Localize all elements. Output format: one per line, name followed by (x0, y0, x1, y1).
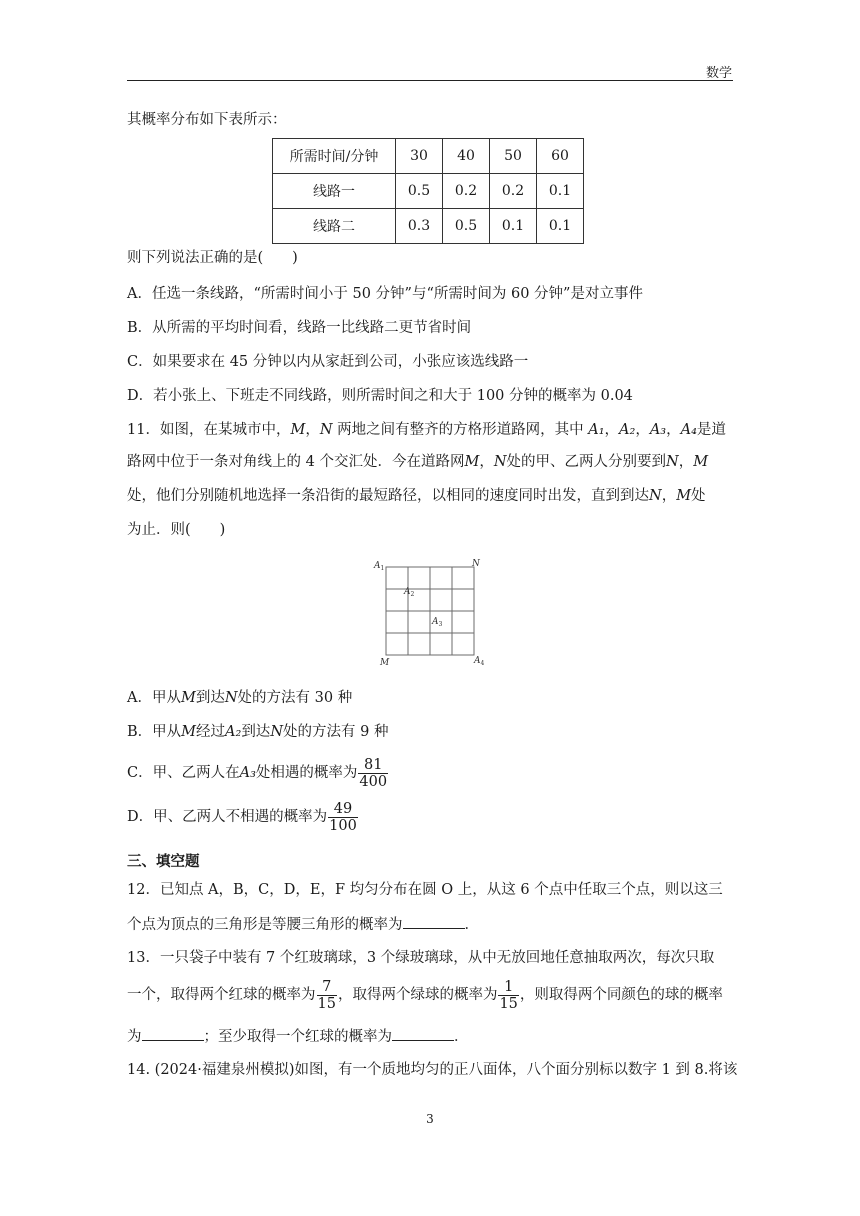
q11-option-d (127, 800, 733, 834)
q11-text: C．甲、乙两人在 (127, 765, 240, 781)
page-number: 3 (426, 1112, 434, 1126)
fraction (328, 801, 358, 834)
section-heading: 三、填空题 (127, 854, 200, 870)
q12-line-1: 12．已知点 A，B，C，D，E，F 均匀分布在圆 O 上，从这 6 个点中任取三个点，则以这三 (127, 882, 723, 898)
table-cell: 50 (490, 139, 537, 174)
var-n: N (319, 422, 333, 438)
q12-text: 个点为顶点的三角形是等腰三角形的概率为 (127, 917, 403, 933)
q13-text: 为 (127, 1029, 142, 1045)
table-row (273, 174, 584, 209)
var-n: N (493, 454, 507, 470)
table-cell: 30 (396, 139, 443, 174)
q11-text: 两地之间有整齐的方格形道路网，其中 (337, 422, 584, 438)
label-a2: $A_2$ (404, 587, 415, 598)
q11-line-3: 处，他们分别随机地选择一条沿街的最短路径，以相同的速度同时出发，直到到达N，M处 (127, 488, 706, 504)
var-n: N (649, 488, 662, 504)
q13-text: ，取得两个绿球的概率为 (337, 987, 498, 1003)
var-a4: A₄ (680, 422, 697, 438)
road-grid-figure (368, 555, 488, 671)
table-header-row (273, 139, 584, 174)
var-m: M (676, 488, 692, 504)
q13-text: ． (454, 1029, 469, 1045)
q11-text: 是道 (696, 422, 726, 438)
var-a1: A₁ (588, 422, 605, 438)
table-cell: 0.1 (537, 174, 584, 209)
header-rule (127, 80, 733, 81)
var-a2: A₂ (225, 724, 242, 740)
q11-text: 11．如图，在某城市中， (127, 422, 291, 438)
fraction-numerator: 81 (358, 757, 388, 774)
q10-option-d: D．若小张上、下班走不同线路，则所需时间之和大于 100 分钟的概率为 0.04 (127, 388, 633, 404)
q11-text: 处的方法有 9 种 (283, 724, 389, 740)
q13-text: ，则取得两个同颜色的球的概率 (519, 987, 723, 1003)
q10-option-b: B．从所需的平均时间看，线路一比线路二更节省时间 (127, 320, 472, 336)
table-cell: 40 (443, 139, 490, 174)
q10-stem: 则下列说法正确的是( ) (127, 250, 298, 266)
q11-text: D．甲、乙两人不相遇的概率为 (127, 809, 328, 825)
q12-line-2 (127, 914, 733, 935)
answer-blank[interactable] (392, 1026, 454, 1041)
var-m: M (693, 454, 709, 470)
q13-line-3 (127, 1026, 733, 1047)
label-m: M (380, 658, 390, 668)
q11-text: 处，他们分别随机地选择一条沿街的最短路径，以相同的速度同时出发，直到到达 (127, 488, 649, 504)
q11-text: B．甲从 (127, 724, 182, 740)
q11-text: 路网中位于一条对角线上的 4 个交汇处．今在道路网 (127, 454, 465, 470)
q13-line-2 (127, 976, 733, 1014)
answer-blank[interactable] (403, 914, 465, 929)
q11-line-1: 11．如图，在某城市中，M，N 两地之间有整齐的方格形道路网，其中 A₁，A₂，A₃，A₄是道 (127, 422, 726, 438)
fraction-numerator: 49 (328, 801, 358, 818)
fraction (498, 979, 518, 1012)
q10-option-c: C．如果要求在 45 分钟以内从家赶到公司，小张应该选线路一 (127, 354, 529, 370)
var-m: M (464, 454, 480, 470)
label-a1: $A_1$ (374, 561, 385, 572)
label-n: N (472, 559, 480, 569)
table-cell: 0.3 (396, 209, 443, 244)
q11-line-2: 路网中位于一条对角线上的 4 个交汇处．今在道路网M，N处的甲、乙两人分别要到N，M (127, 454, 709, 470)
q11-text: 处的方法有 30 种 (237, 690, 353, 706)
table-cell: 60 (537, 139, 584, 174)
var-a3: A₃ (649, 422, 667, 438)
q11-text: A．甲从 (127, 690, 181, 706)
fraction (358, 757, 388, 790)
header-subject: 数学 (705, 66, 732, 81)
table-cell: 0.5 (443, 209, 490, 244)
var-m: M (290, 422, 306, 438)
var-n: N (666, 454, 679, 470)
var-m: M (181, 724, 197, 740)
q11-text: 经过 (196, 724, 226, 740)
var-m: M (180, 690, 196, 706)
q13-text: ；至少取得一个红球的概率为 (203, 1029, 392, 1045)
fraction (317, 979, 337, 1012)
var-n: N (270, 724, 283, 740)
answer-blank[interactable] (142, 1026, 204, 1041)
q11-option-b (127, 722, 733, 742)
q11-text: 处 (691, 488, 706, 504)
q11-line-4: 为止．则( ) (127, 522, 226, 538)
fraction-denominator: 400 (359, 773, 388, 790)
intro-text: 其概率分布如下表所示： (127, 112, 287, 128)
q14-line-1: 14. (2024·福建泉州模拟)如图，有一个质地均匀的正八面体，八个面分别标以数字 1 到 8.将该 (127, 1062, 738, 1078)
var-a2: A₂ (619, 422, 636, 438)
q11-text: 到达 (241, 724, 271, 740)
table-cell: 线路二 (273, 209, 396, 244)
table-row (273, 209, 584, 244)
q11-option-a (127, 688, 733, 708)
fraction-denominator: 100 (329, 817, 357, 834)
q11-text: 处的甲、乙两人分别要到 (506, 454, 666, 470)
table-cell: 所需时间/分钟 (273, 139, 396, 174)
probability-table (272, 138, 584, 244)
fraction-denominator: 15 (317, 995, 336, 1012)
q13-line-1: 13．一只袋子中装有 7 个红玻璃球，3 个绿玻璃球，从中无放回地任意抽取两次，每次只取 (127, 950, 715, 966)
q11-option-c (127, 756, 733, 790)
table-cell: 0.5 (396, 174, 443, 209)
var-n: N (224, 690, 238, 706)
q12-text: ． (464, 917, 479, 933)
label-a3: $A_3$ (432, 617, 443, 628)
fraction-numerator: 1 (498, 979, 518, 996)
q13-text: 一个，取得两个红球的概率为 (127, 987, 316, 1003)
q11-text: 到达 (195, 690, 225, 706)
q10-option-a: A．任选一条线路，“所需时间小于 50 分钟”与“所需时间为 60 分钟”是对立事件 (127, 286, 643, 302)
label-a4: $A_4$ (474, 656, 485, 667)
table-cell: 0.1 (490, 209, 537, 244)
q11-text: 处相遇的概率为 (255, 765, 358, 781)
table-cell: 0.2 (443, 174, 490, 209)
grid-lines (386, 567, 474, 655)
var-a3: A₃ (239, 765, 256, 781)
table-cell: 线路一 (273, 174, 396, 209)
fraction-numerator: 7 (317, 979, 337, 996)
table-cell: 0.1 (537, 209, 584, 244)
fraction-denominator: 15 (499, 995, 518, 1012)
table-cell: 0.2 (490, 174, 537, 209)
